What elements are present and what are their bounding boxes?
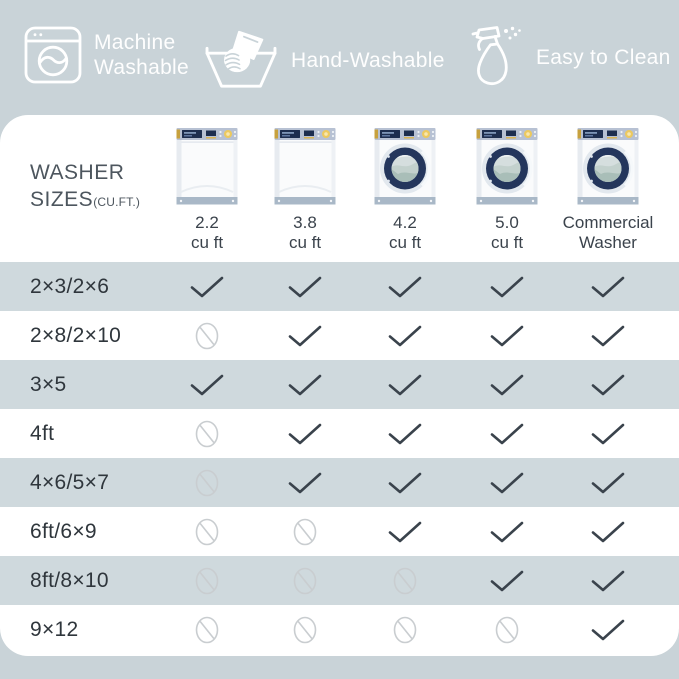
feature-label: Hand-Washable xyxy=(291,48,445,72)
washer-size-table-card xyxy=(0,115,679,656)
check-icon xyxy=(190,276,224,298)
column-label: 5.0 cu ft xyxy=(490,213,524,252)
check-icon xyxy=(591,374,625,396)
row-size-label: 8ft/8×10 xyxy=(30,568,109,592)
washer-column-3.8-cu-ft xyxy=(249,127,361,253)
table-title-unit: (CU.FT.) xyxy=(93,195,141,209)
table-row xyxy=(0,262,679,311)
prohibited-icon xyxy=(194,321,220,351)
table-row xyxy=(0,556,679,605)
table-title xyxy=(30,159,140,216)
row-size-label: 4×6/5×7 xyxy=(30,470,110,494)
row-size-label: 2×8/2×10 xyxy=(30,323,122,347)
prohibited-icon xyxy=(292,566,318,596)
size-rows xyxy=(0,262,679,654)
check-icon xyxy=(388,521,422,543)
washer-column-5.0-cu-ft xyxy=(451,127,563,253)
check-icon xyxy=(288,472,322,494)
hand-wash-icon xyxy=(203,27,279,93)
prohibited-icon xyxy=(392,615,418,645)
washer-column-commercial-washer xyxy=(552,127,664,253)
prohibited-icon xyxy=(194,468,220,498)
check-icon xyxy=(591,472,625,494)
prohibited-icon xyxy=(494,615,520,645)
top-load-washer-icon xyxy=(273,127,337,205)
front-load-washer-icon xyxy=(576,127,640,205)
prohibited-icon xyxy=(194,615,220,645)
feature-machine-washable xyxy=(24,26,189,84)
row-size-label: 4ft xyxy=(30,421,55,445)
table-row xyxy=(0,458,679,507)
row-size-label: 6ft/6×9 xyxy=(30,519,97,543)
table-title-line1: WASHER xyxy=(30,161,125,184)
check-icon xyxy=(490,570,524,592)
check-icon xyxy=(190,374,224,396)
column-label: 2.2 cu ft xyxy=(190,213,224,252)
check-icon xyxy=(490,374,524,396)
check-icon xyxy=(591,325,625,347)
table-row xyxy=(0,507,679,556)
row-size-label: 9×12 xyxy=(30,617,79,641)
top-load-washer-icon xyxy=(175,127,239,205)
prohibited-icon xyxy=(194,566,220,596)
check-icon xyxy=(591,521,625,543)
check-icon xyxy=(388,423,422,445)
check-icon xyxy=(490,325,524,347)
feature-label: Easy to Clean xyxy=(536,45,671,69)
washing-machine-icon xyxy=(24,26,82,84)
check-icon xyxy=(288,276,322,298)
check-icon xyxy=(591,570,625,592)
check-icon xyxy=(591,619,625,641)
check-icon xyxy=(490,521,524,543)
front-load-washer-icon xyxy=(475,127,539,205)
check-icon xyxy=(388,374,422,396)
table-title-line2: SIZES(CU.FT.) xyxy=(30,188,141,211)
check-icon xyxy=(490,472,524,494)
front-load-washer-icon xyxy=(373,127,437,205)
washer-column-4.2-cu-ft xyxy=(349,127,461,253)
table-row xyxy=(0,605,679,654)
check-icon xyxy=(388,276,422,298)
check-icon xyxy=(288,423,322,445)
prohibited-icon xyxy=(194,419,220,449)
spray-bottle-icon xyxy=(470,25,524,89)
check-icon xyxy=(288,374,322,396)
check-icon xyxy=(490,423,524,445)
column-label: Commercial Washer xyxy=(562,213,654,252)
prohibited-icon xyxy=(292,517,318,547)
features-banner xyxy=(0,0,679,115)
feature-hand-washable xyxy=(203,27,445,93)
table-row xyxy=(0,311,679,360)
table-row xyxy=(0,360,679,409)
prohibited-icon xyxy=(194,517,220,547)
check-icon xyxy=(288,325,322,347)
column-label: 3.8 cu ft xyxy=(288,213,322,252)
check-icon xyxy=(388,472,422,494)
check-icon xyxy=(591,423,625,445)
prohibited-icon xyxy=(392,566,418,596)
check-icon xyxy=(388,325,422,347)
row-size-label: 3×5 xyxy=(30,372,67,396)
check-icon xyxy=(490,276,524,298)
prohibited-icon xyxy=(292,615,318,645)
check-icon xyxy=(591,276,625,298)
column-label: 4.2 cu ft xyxy=(388,213,422,252)
feature-easytoclean xyxy=(470,25,671,89)
row-size-label: 2×3/2×6 xyxy=(30,274,110,298)
table-row xyxy=(0,409,679,458)
feature-label: Machine Washable xyxy=(94,31,190,79)
washer-column-2.2-cu-ft xyxy=(151,127,263,253)
